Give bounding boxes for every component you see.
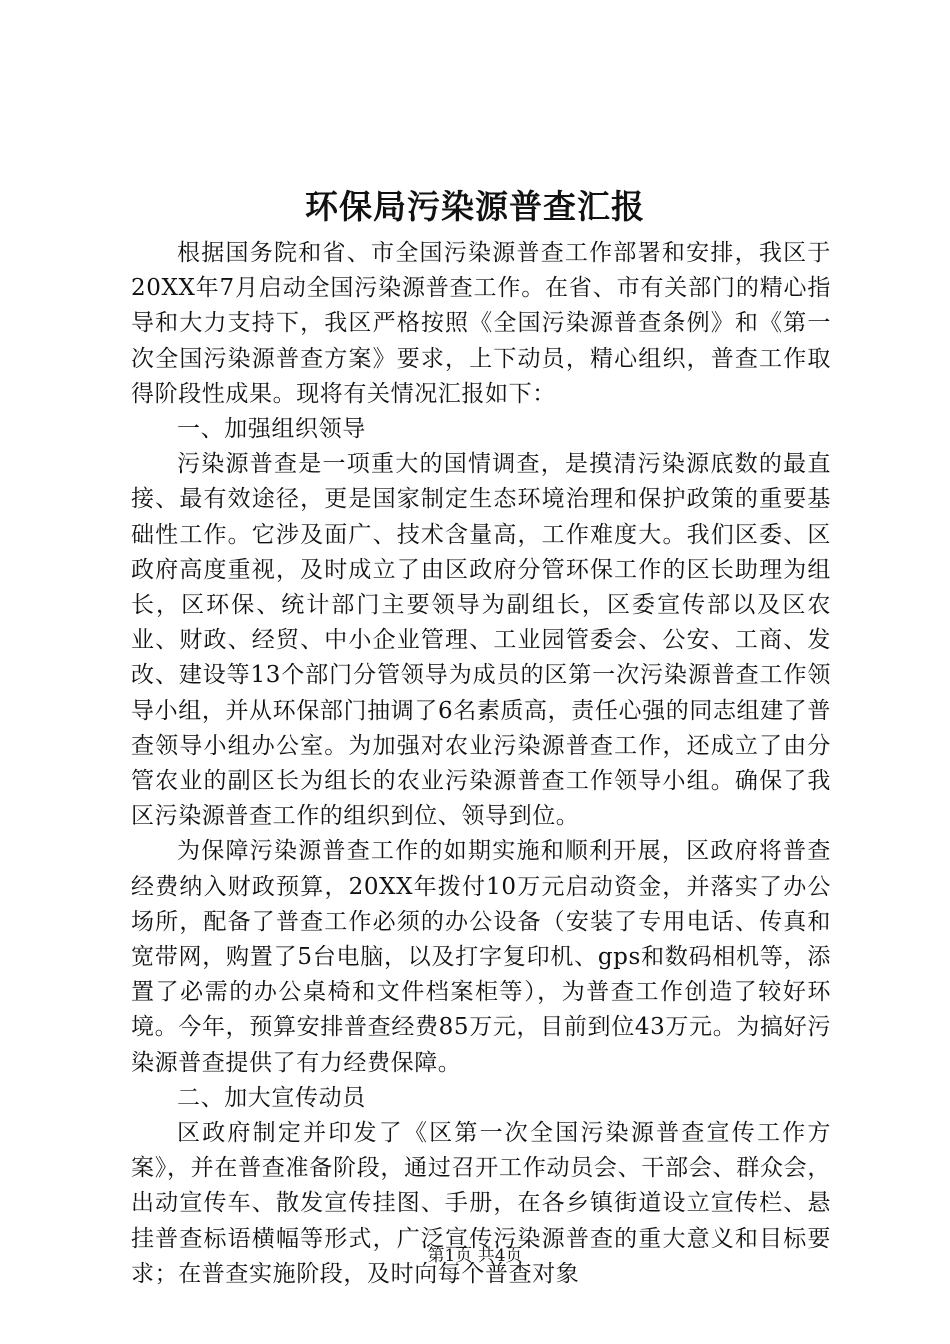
page-footer: 第1页 共4页 [427,1246,523,1266]
intro-paragraph: 根据国务院和省、市全国污染源普查工作部署和安排，我区于20XX年7月启动全国污染源普查工作。在省、市有关部门的精心指导和大力支持下，我区严格按照《全国污染源普查条例》和《第一次全国污染源普查方案》要求，上下动员，精心组织，普查工作取得阶段性成果。现将有关情况汇报如下： [131,240,831,407]
section-heading-publicity: 二、加大宣传动员 [177,1084,366,1111]
page-title: 环保局污染源普查汇报 [305,187,645,226]
organization-paragraph: 污染源普查是一项重大的国情调查，是摸清污染源底数的最直接、最有效途径，更是国家制定生态环境治理和保护政策的重要基础性工作。它涉及面广、技术含量高，工作难度大。我们区委、区政府高度重视，及时成立了由区政府分管环保工作的区长助理为组长，区环保、统计部门主要领导为副组长，区委宣传部以及区农业、财政、经贸、中小企业管理、工业园管委会、公安、工商、发改、建设等13个部门分管领导为成员的区第一次污染源普查工作领导小组，并从环保部门抽调了6名素质高，责任心强的同志组建了普查领导小组办公室。为加强对农业污染源普查工作，还成立了由分管农业的副区长为组长的农业污染源普查工作领导小组。确保了我区污染源普查工作的组织到位、领导到位。 [131,451,831,830]
section-heading-organization: 一、加强组织领导 [177,416,366,443]
publicity-paragraph: 区政府制定并印发了《区第一次全国污染源普查宣传工作方案》，并在普查准备阶段，通过召开工作动员会、干部会、群众会，出动宣传车、散发宣传挂图、手册，在各乡镇街道设立宣传栏、悬挂普查标语横幅等形式，广泛宣传污染源普查的重大意义和目标要求；在普查实施阶段，及时向每个普查对象 [131,1120,831,1287]
funding-paragraph: 为保障污染源普查工作的如期实施和顺利开展，区政府将普查经费纳入财政预算，20XX年拨付10万元启动资金，并落实了办公场所，配备了普查工作必须的办公设备（安装了专用电话、传真和宽带网，购置了5台电脑，以及打字复印机、gps和数码相机等，添置了必需的办公桌椅和文件档案柜等），为普查工作创造了较好环境。今年，预算安排普查经费85万元，目前到位43万元。为搞好污染源普查提供了有力经费保障。 [131,838,831,1076]
document-body [131,236,831,1292]
